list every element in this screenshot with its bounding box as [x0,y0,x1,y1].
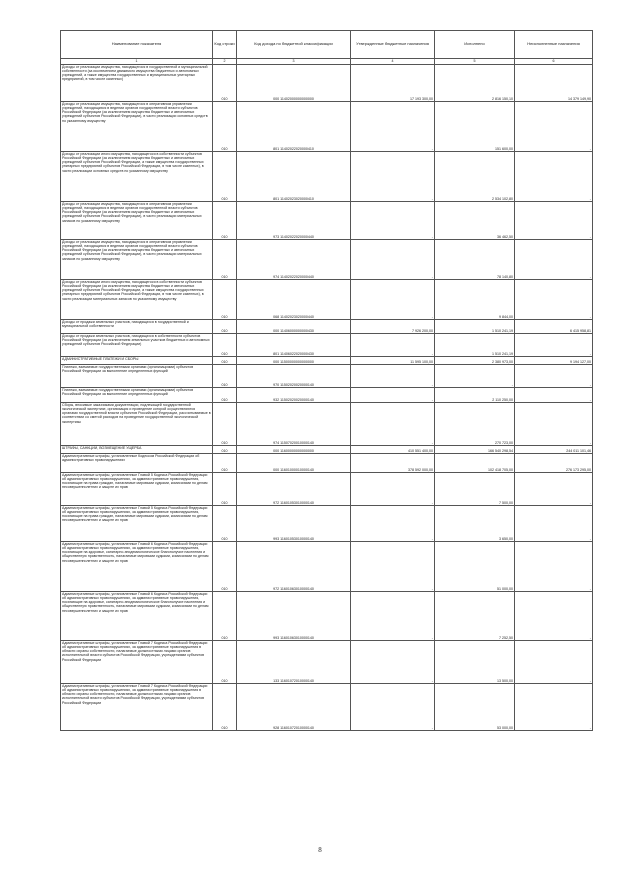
row-code: 010 [213,506,237,542]
row-executed: 151 600,00 [435,102,515,152]
row-unexecuted: - [515,202,593,240]
row-kbk: 973 11402022020000440 [237,202,351,240]
row-kbk: 801 11406022020000430 [237,334,351,357]
header-approved: Утвержденные бюджетные назначения [351,31,435,59]
column-number: 6 [515,59,593,65]
row-code: 010 [213,280,237,320]
row-code: 010 [213,152,237,202]
table-row [61,592,593,641]
row-unexecuted: - [515,542,593,592]
row-name: Доходы от реализации иного имущества, находящегося в собственности субъектов Российской Федерации (за исключением имущества бюджетных и автономных учреждений субъектов Российской Федерации, а также имущества государственных унитарных предприятий субъектов Российской Федерации, в том числе казенных), в части реализации основных средств по указанному имуществу [61,152,213,202]
row-approved: - [351,388,435,403]
row-executed: 7 252,50 [435,592,515,641]
row-unexecuted: 244 011 101,46 [515,446,593,454]
row-code: 010 [213,357,237,365]
header-code: Код строки [213,31,237,59]
row-name: Доходы от реализации имущества, находящегося в оперативном управлении учреждений, находящихся в ведении органов государственной власти субъектов Российской Федерации (за исключением имущества бюджетных и автономных учреждений субъектов Российской Федерации), в части реализации материальных запасов по указанному имуществу [61,202,213,240]
row-kbk: 970 11502020020000140 [237,365,351,388]
row-unexecuted: - [515,334,593,357]
row-kbk: 801 11402023020000410 [237,152,351,202]
table-row [61,388,593,403]
row-kbk: 801 11402022020000410 [237,102,351,152]
header-unexecuted: Неисполненные назначения [515,31,593,59]
table-row [61,280,593,320]
row-executed: 1 510 241,19 [435,334,515,357]
row-kbk: 972 11601063010000140 [237,542,351,592]
row-unexecuted: - [515,473,593,506]
table-row [61,446,593,454]
table-row [61,506,593,542]
row-kbk: 000 11600000000000000 [237,446,351,454]
table-body [61,65,593,731]
row-name: Административные штрафы, установленные Главой 5 Кодекса Российской Федерации об административных правонарушениях, за административные правонарушения, посягающие на права граждан, налагаемые мировыми судьями, комиссиями по делам несовершеннолетних и защите их прав [61,473,213,506]
row-unexecuted: 14 379 149,90 [515,65,593,102]
row-unexecuted: - [515,403,593,446]
row-kbk: 993 11601053010000140 [237,506,351,542]
row-approved: 410 551 400,00 [351,446,435,454]
table-row [61,65,593,102]
row-executed: 2 534 102,80 [435,152,515,202]
header-name: Наименование показателя [61,31,213,59]
row-name: Доходы от продажи земельных участков, находящихся в государственной и муниципальной собственности [61,320,213,334]
row-executed: 53 000,00 [435,684,515,731]
row-kbk: 000 11500000000000000 [237,357,351,365]
row-approved: - [351,542,435,592]
table-row [61,320,593,334]
row-unexecuted: - [515,592,593,641]
table-row [61,102,593,152]
row-unexecuted: - [515,102,593,152]
row-kbk: 000 11402000000000000 [237,65,351,102]
table-row [61,473,593,506]
row-approved: - [351,506,435,542]
row-executed: 13 500,00 [435,641,515,684]
column-number: 1 [61,59,213,65]
row-approved: - [351,202,435,240]
row-approved: - [351,473,435,506]
row-name: АДМИНИСТРАТИВНЫЕ ПЛАТЕЖИ И СБОРЫ [61,357,213,365]
column-number: 5 [435,59,515,65]
table-row [61,542,593,592]
row-executed: 9 844,00 [435,280,515,320]
column-number: 2 [213,59,237,65]
row-approved: - [351,365,435,388]
row-kbk: 133 11601072010000140 [237,641,351,684]
row-unexecuted: - [515,684,593,731]
row-code: 010 [213,446,237,454]
row-name: Административные штрафы, установленные Кодексом Российской Федерации об административных правонарушениях [61,454,213,473]
row-name: Сборы, вносимые заказчиками документации, подлежащей государственной экологической экспертизе, организация и проведение которой осуществляются органами государственной власти субъектов Российской Федерации, рассчитываемые в соответствии со сметой расходов на проведение государственной экологической экспертизы [61,403,213,446]
row-executed: 36 462,50 [435,202,515,240]
row-executed: 78 140,80 [435,240,515,280]
table-row [61,357,593,365]
row-code: 010 [213,334,237,357]
row-approved: - [351,334,435,357]
row-code: 010 [213,542,237,592]
row-kbk: 993 11601063010000140 [237,592,351,641]
row-approved: - [351,240,435,280]
row-executed: 166 540 298,54 [435,446,515,454]
row-approved: 378 592 000,00 [351,454,435,473]
row-unexecuted: - [515,506,593,542]
row-executed: 1 510 241,19 [435,320,515,334]
row-code: 010 [213,641,237,684]
budget-income-table [60,30,593,731]
row-code: 010 [213,388,237,403]
header-kbk: Код дохода по бюджетной классификации [237,31,351,59]
row-code: 010 [213,102,237,152]
column-number: 3 [237,59,351,65]
row-unexecuted: - [515,280,593,320]
table-row [61,641,593,684]
row-unexecuted: - [515,365,593,388]
row-code: 010 [213,592,237,641]
row-kbk: 932 11502020020000140 [237,388,351,403]
row-kbk: 928 11601072010000140 [237,684,351,731]
row-kbk: 000 11601000010000140 [237,454,351,473]
row-unexecuted: 6 415 958,81 [515,320,593,334]
row-kbk: 068 11402023020000440 [237,280,351,320]
row-executed: 51 000,00 [435,542,515,592]
row-kbk: 974 11402022020000440 [237,240,351,280]
row-name: Доходы от продажи земельных участков, находящихся в собственности субъектов Российской Федерации (за исключением земельных участков бюджетных и автономных учреждений субъектов Российской Федерации) [61,334,213,357]
row-name: Доходы от реализации иного имущества, находящегося в собственности субъектов Российской Федерации (за исключением имущества бюджетных и автономных учреждений субъектов Российской Федерации, а также имущества государственных унитарных предприятий субъектов Российской Федерации, в том числе казенных), в части реализации материальных запасов по указанному имуществу [61,280,213,320]
row-executed: 7 500,00 [435,473,515,506]
row-code: 010 [213,240,237,280]
row-unexecuted: - [515,240,593,280]
row-approved: - [351,280,435,320]
row-executed: 3 650,00 [435,506,515,542]
row-kbk: 972 11601053010000140 [237,473,351,506]
row-kbk: 974 11507020010000140 [237,403,351,446]
row-code: 010 [213,403,237,446]
row-name: ШТРАФЫ, САНКЦИИ, ВОЗМЕЩЕНИЕ УЩЕРБА [61,446,213,454]
row-approved: - [351,403,435,446]
row-unexecuted: - [515,641,593,684]
row-executed: 270 723,00 [435,403,515,446]
row-name: Административные штрафы, установленные Главой 6 Кодекса Российской Федерации об административных правонарушениях, за административные правонарушения, посягающие на здоровье, санитарно-эпидемиологическое благополучие населения и общественную нравственность, налагаемые мировыми судьями, комиссиями по делам несовершеннолетних и защите их прав [61,542,213,592]
row-unexecuted: - [515,152,593,202]
row-name: Доходы от реализации имущества, находящегося в оперативном управлении учреждений, находящихся в ведении органов государственной власти субъектов Российской Федерации (за исключением имущества бюджетных и автономных учреждений субъектов Российской Федерации), в части реализации материальных запасов по указанному имуществу [61,240,213,280]
table-row [61,454,593,473]
row-code: 010 [213,454,237,473]
row-executed: 2 816 150,10 [435,65,515,102]
row-code: 010 [213,473,237,506]
row-approved: - [351,102,435,152]
row-kbk: 000 11406000000000430 [237,320,351,334]
table-row [61,240,593,280]
page-number: 8 [318,846,322,854]
table-row [61,334,593,357]
row-approved: - [351,641,435,684]
row-code: 010 [213,365,237,388]
row-code: 010 [213,202,237,240]
table-row [61,684,593,731]
row-code: 010 [213,684,237,731]
row-executed: - [435,365,515,388]
row-unexecuted: 276 173 295,00 [515,454,593,473]
table-row [61,202,593,240]
row-unexecuted: - [515,388,593,403]
row-approved: - [351,152,435,202]
row-approved: 17 193 300,00 [351,65,435,102]
row-name: Платежи, взимаемые государственными органами (организациями) субъектов Российской Федерации за выполнение определенных функций [61,365,213,388]
row-name: Платежи, взимаемые государственными органами (организациями) субъектов Российской Федерации за выполнение определенных функций [61,388,213,403]
row-executed: 2 380 973,00 [435,357,515,365]
row-approved: 11 595 100,00 [351,357,435,365]
row-executed: 102 418 705,00 [435,454,515,473]
row-code: 010 [213,65,237,102]
header-row [61,31,593,59]
row-executed: 2 110 250,00 [435,388,515,403]
row-approved: - [351,592,435,641]
row-approved: 7 926 200,00 [351,320,435,334]
column-number: 4 [351,59,435,65]
row-name: Доходы от реализации имущества, находящегося в государственной и муниципальной собственности (за исключением движимого имущества бюджетных и автономных учреждений, а также имущества государственных и муниципальных унитарных предприятий, в том числе казенных) [61,65,213,102]
table-row [61,403,593,446]
row-name: Административные штрафы, установленные Главой 6 Кодекса Российской Федерации об административных правонарушениях, за административные правонарушения, посягающие на здоровье, санитарно-эпидемиологическое благополучие населения и общественную нравственность, налагаемые мировыми судьями, комиссиями по делам несовершеннолетних и защите их прав [61,592,213,641]
table-row [61,152,593,202]
row-name: Административные штрафы, установленные Главой 7 Кодекса Российской Федерации об административных правонарушениях, за административные правонарушения в области охраны собственности, налагаемые должностными лицами органов исполнительной власти субъектов Российской Федерации, учреждениями субъектов Российской Федерации [61,684,213,731]
row-code: 010 [213,320,237,334]
row-name: Административные штрафы, установленные Главой 7 Кодекса Российской Федерации об административных правонарушениях, за административные правонарушения в области охраны собственности, налагаемые должностными лицами органов исполнительной власти субъектов Российской Федерации, учреждениями субъектов Российской Федерации [61,641,213,684]
row-name: Доходы от реализации имущества, находящегося в оперативном управлении учреждений, находящихся в ведении органов государственной власти субъектов Российской Федерации (за исключением имущества бюджетных и автономных учреждений субъектов Российской Федерации), в части реализации основных средств по указанному имуществу [61,102,213,152]
row-name: Административные штрафы, установленные Главой 5 Кодекса Российской Федерации об административных правонарушениях, за административные правонарушения, посягающие на права граждан, налагаемые мировыми судьями, комиссиями по делам несовершеннолетних и защите их прав [61,506,213,542]
row-unexecuted: 9 194 127,00 [515,357,593,365]
table-row [61,365,593,388]
header-executed: Исполнено [435,31,515,59]
row-approved: - [351,684,435,731]
